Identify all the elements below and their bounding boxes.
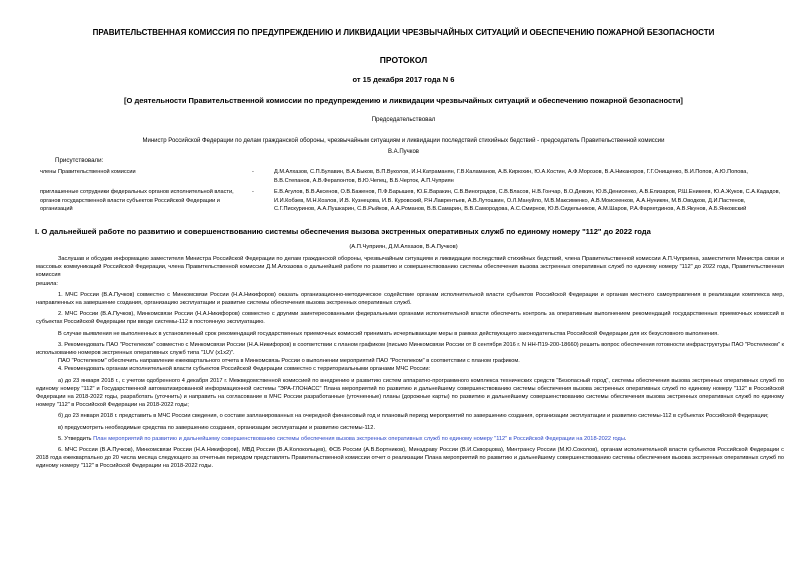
subject-title: [О деятельности Правительственной комиссии по предупреждению и ликвидации чрезвычайных ситуаций и обеспечению пожарной безопасности] <box>124 96 683 105</box>
present-role-invited: приглашенные сотрудники федеральных органов исполнительной власти, органов государственной власти субъектов Российской Федерации и организаций <box>40 189 234 213</box>
intro-paragraph: Заслушав и обсудив информацию заместителя Министра Российской Федерации по делам гражданской обороны, чрезвычайным ситуациям и ликвидации последствий стихийных бедствий, члена Правительственной комиссии А.П.Чуприяна, заместителя Министра связи и массовых коммуникаций Российской Федерации, члена Правительственной комиссии Д.М.Алхазова о дальнейшей работе по развитию и совершенствованию системы обеспечения вызова экстренных оперативных служб по единому номеру "112" до 2022 года, Правительственная комиссия <box>36 256 784 279</box>
paragraph-4c: в) предусмотреть необходимые средства по завершению создания, организации эксплуатации и развитию системы-112. <box>58 424 376 431</box>
paragraph-2: 2. МЧС России (В.А.Пучков), Минкомсвязи России (Н.А.Никифоров) совместно с другими заинтересованными федеральными органами исполнительной власти обеспечить контроль за оперативным выполнением рекомендаций государственных приемочных комиссий в субъектах Российской Федерации при вводе системы-112 в постоянную эксплуатацию. <box>36 311 784 326</box>
commission-title: ПРАВИТЕЛЬСТВЕННАЯ КОМИССИЯ ПО ПРЕДУПРЕЖДЕНИЮ И ЛИКВИДАЦИИ ЧРЕЗВЫЧАЙНЫХ СИТУАЦИЙ И ОБЕСПЕЧЕНИЮ ПОЖАРНОЙ БЕЗОПАСНОСТИ <box>92 28 715 37</box>
present-label: Присутствовали: <box>55 157 104 164</box>
paragraph-3b: ПАО "Ростелеком" обеспечить направление ежеквартального отчета в Минкомсвязь России о выполнении мероприятий ПАО "Ростелеком" в соответствии с планом графиком. <box>58 358 520 365</box>
paragraph-3: 3. Рекомендовать ПАО "Ростелеком" совместно с Минкомсвязи России (Н.А.Никифоров) в соответствии с планом графиком (письмо Минкомсвязи России от 8 сентября 2016 г. N НН-П19-200-18660) решить вопрос обеспечения готовности инфраструктуры ПАО "Ростелеком" к использованию номеров экстренных оперативных служб типа "1UV (x1x2)". <box>36 341 784 357</box>
chair-name: В.А.Пучков <box>388 149 419 155</box>
paragraph-6: 6. МЧС России (В.А.Пучков), Минкомсвязи России (Н.А.Никифоров), МВД России (В.А.Колокольцев), ФСБ России (А.В.Бортников), Минздраву России (В.И.Скворцова), Минтрансу России (М.Ю.Соколов), органам исполнительной власти субъектов Российской Федерации с 2018 года ежеквартально до 20 числа месяца следующего за отчетным периодом представлять Правительственной комиссии отчет о реализации Плана мероприятий по развитию и дальнейшему совершенствованию системы обеспечения вызова экстренных оперативных служб по единому номеру "112" в Российской Федерации на 2018-2022 годы. <box>36 447 784 470</box>
section-title: I. О дальнейшей работе по развитию и совершенствованию системы обеспечения вызова экстренных оперативных служб по единому номеру "112" до 2022 года <box>35 227 651 236</box>
present-role-members: члены Правительственной комиссии <box>40 169 136 175</box>
paragraph-1: 1. МЧС России (В.А.Пучков) совместно с Минкомсвязи России (Н.А.Никифоров) оказать организационно-методическое содействие органам исполнительной власти субъектов Российской Федерации и органам местного самоуправления в реализации комплекса мер, направленных на завершение создания, организацию эксплуатации и развитие системы обеспечения вызова экстренных оперативных служб. <box>36 291 784 307</box>
body-text <box>36 255 784 471</box>
paragraph-4: 4. Рекомендовать органам исполнительной власти субъектов Российской Федерации совместно с территориальными органами МЧС России: <box>58 366 431 373</box>
chair-block <box>60 136 747 158</box>
paragraph-5-prefix: 5. Утвердить <box>58 435 94 442</box>
paragraph-4b: б) до 23 января 2018 г. представить в МЧС России сведения, о составе запланированных на очередной финансовый год и плановый период мероприятий по завершению создания, организации эксплуатации и развитию системы-112 в субъектах Российской Федерации; <box>58 413 769 420</box>
section-authors: (А.П.Чуприян, Д.М.Алхазов, В.А.Пучков) <box>349 244 458 250</box>
decided-label: решила: <box>36 280 58 287</box>
present-dash-members: - <box>252 169 254 175</box>
present-names-invited: Е.В.Агулов, В.В.Аксенов, О.В.Баженов, П.Ф.Барышев, Ю.Е.Варакин, С.В.Виноградов, С.В.Власов, Н.В.Гончар, В.О.Деккин, Ю.В.Денисенко, А.В.Елизаров, Р.Ш.Еникеев, Ю.А.Жуков, С.А.Кададов, И.И.Кобзев, М.Н.Козлов, И.В. Кузнецова, И.В. Куровский, Р.Н.Лаврентьев, А.В.Лутошкин, О.Л.Мануйло, М.В.Максименко, А.В.Моисеенков, А.А.Нуникян, М.В.Оводков, Д.И.Пастенов, С.Г.Пискуринов, А.А.Пушкарин, С.В.Рыйков, А.А.Романов, В.В.Самарин, В.В.Самородова, А.С.Смирнов, Ю.В.Сидельников, А.М.Шаров, Р.А.Фархетдинов, А.В.Якунов, А.Б.Янковский <box>274 189 781 213</box>
presided-label: Председательствовал <box>371 116 436 123</box>
paragraph-4a: а) до 23 января 2018 г., с учетом одобренного 4 декабря 2017 г. Межведомственной комиссией по внедрению и развитию систем аппаратно-программного комплекса технических средств "Безопасный город", системы обеспечения вызова экстренных оперативных служб по единому номеру "112" и Государственной автоматизированной информационной системы "ЭРА-ГЛОНАСС" Плана мероприятий по развитию и дальнейшему совершенствованию системы обеспечения вызова экстренных оперативных служб по единому номеру "112" в Российской Федерации на 2018-2022 годы, разработать (уточнить) и направить на согласование в МЧС России разработанные (уточненные) планы (дорожные карты) по развитию и дальнейшему совершенствованию системы обеспечения вызова экстренных оперативных служб по единому номеру "112" в Российской Федерации на 2018-2022 годы; <box>36 377 784 409</box>
paragraph-5 <box>36 435 784 443</box>
plan-link[interactable]: План мероприятий по развитию и дальнейшему совершенствованию системы обеспечения вызова экстренных оперативных служб по единому номеру "112" в Российской Федерации на 2018-2022 годы <box>93 435 625 442</box>
doc-type: ПРОТОКОЛ <box>379 55 428 65</box>
chair-title: Министр Российской Федерации по делам гражданской обороны, чрезвычайным ситуациям и ликвидации последствий стихийных бедствий - председатель Правительственной комиссии <box>142 138 665 144</box>
paragraph-2b: В случае выявления не выполненных в установленный срок рекомендаций государственных приемочных комиссий принимать исчерпывающие меры в рамках действующего законодательства Российской Федерации для их безусловного выполнения. <box>58 330 719 337</box>
present-dash-invited: - <box>252 189 254 195</box>
paragraph-5-suffix: . <box>624 435 627 442</box>
date-number: от 15 декабря 2017 года N 6 <box>352 75 455 84</box>
present-names-members: Д.М.Алхазов, С.П.Булавин, В.А.Быков, В.П.Вуколов, И.Н.Катраманян, Г.В.Каламанов, А.В.Кирюхин, Ю.А.Костин, А.Ф.Морозов, В.А.Никаноров, Г.Г.Онищенко, В.И.Попов, А.Ю.Попова, В.В.Степанов, А.В.Ферапонтов, В.Ю.Чепец, В.Б.Черток, А.П.Чуприян <box>274 169 748 184</box>
